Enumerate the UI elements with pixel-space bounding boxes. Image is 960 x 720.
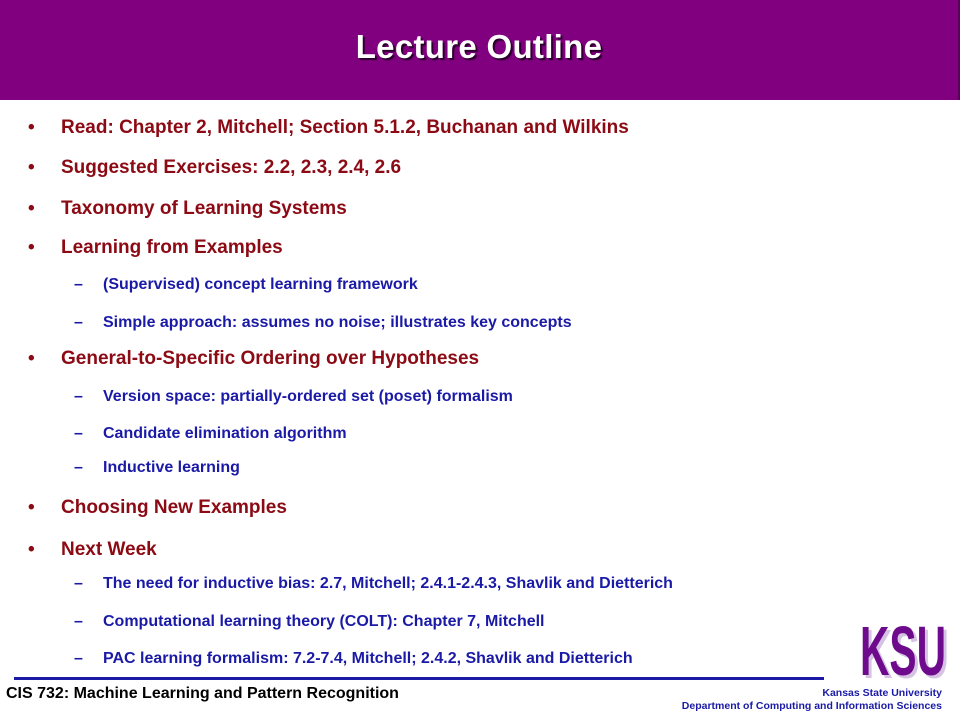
sub-item — [74, 276, 418, 294]
item-text: (Supervised) concept learning framework — [103, 276, 418, 293]
item-text: Candidate elimination algorithm — [103, 425, 347, 442]
item-text: Version space: partially-ordered set (poset) formalism — [103, 388, 513, 405]
bullet-item — [28, 539, 157, 561]
course-title: CIS 732: Machine Learning and Pattern Recognition — [6, 685, 399, 702]
bullet-marker: • — [28, 348, 35, 369]
sub-item — [74, 388, 513, 406]
item-text: Inductive learning — [103, 459, 240, 476]
bullet-marker: • — [28, 237, 35, 258]
sub-item — [74, 459, 240, 477]
bullet-marker: • — [28, 497, 35, 518]
sub-item — [74, 314, 572, 332]
department-name: Department of Computing and Information Sciences — [681, 700, 942, 712]
institution — [682, 687, 942, 713]
ksu-logo-text: KSU — [860, 612, 946, 686]
ksu-logo — [858, 612, 950, 686]
bullet-item — [28, 348, 479, 370]
slide-title: Lecture Outline — [355, 28, 603, 65]
dash-marker: – — [74, 314, 83, 331]
item-text: Simple approach: assumes no noise; illustrates key concepts — [103, 314, 572, 331]
university-name: Kansas State University — [822, 687, 942, 699]
item-text: Taxonomy of Learning Systems — [61, 198, 347, 219]
dash-marker: – — [74, 650, 83, 667]
item-text: Computational learning theory (COLT): Chapter 7, Mitchell — [103, 613, 545, 630]
bullet-item — [28, 157, 401, 179]
dash-marker: – — [74, 613, 83, 630]
bullet-item — [28, 198, 347, 220]
bullet-marker: • — [28, 157, 35, 178]
bullet-marker: • — [28, 539, 35, 560]
title-bar — [0, 0, 960, 100]
ksu-logo-shadow: KSU — [863, 615, 949, 686]
sub-item — [74, 575, 673, 593]
dash-marker: – — [74, 575, 83, 592]
item-text: Read: Chapter 2, Mitchell; Section 5.1.2, Buchanan and Wilkins — [61, 117, 629, 138]
bullet-marker: • — [28, 198, 35, 219]
dash-marker: – — [74, 388, 83, 405]
bullet-item — [28, 237, 283, 259]
sub-item — [74, 425, 347, 443]
bullet-item — [28, 117, 629, 139]
item-text: Next Week — [61, 539, 157, 560]
item-text: PAC learning formalism: 7.2-7.4, Mitchell; 2.4.2, Shavlik and Dietterich — [103, 650, 633, 667]
dash-marker: – — [74, 459, 83, 476]
dash-marker: – — [74, 425, 83, 442]
item-text: Learning from Examples — [61, 237, 283, 258]
item-text: Suggested Exercises: 2.2, 2.3, 2.4, 2.6 — [61, 157, 402, 178]
item-text: Choosing New Examples — [61, 497, 287, 518]
item-text: General-to-Specific Ordering over Hypotheses — [61, 348, 480, 369]
bullet-marker: • — [28, 117, 35, 138]
bullet-item — [28, 497, 287, 519]
footer-rule — [14, 677, 824, 680]
item-text: The need for inductive bias: 2.7, Mitchell; 2.4.1-2.4.3, Shavlik and Dietterich — [103, 575, 673, 592]
dash-marker: – — [74, 276, 83, 293]
sub-item — [74, 613, 545, 631]
sub-item — [74, 650, 633, 668]
